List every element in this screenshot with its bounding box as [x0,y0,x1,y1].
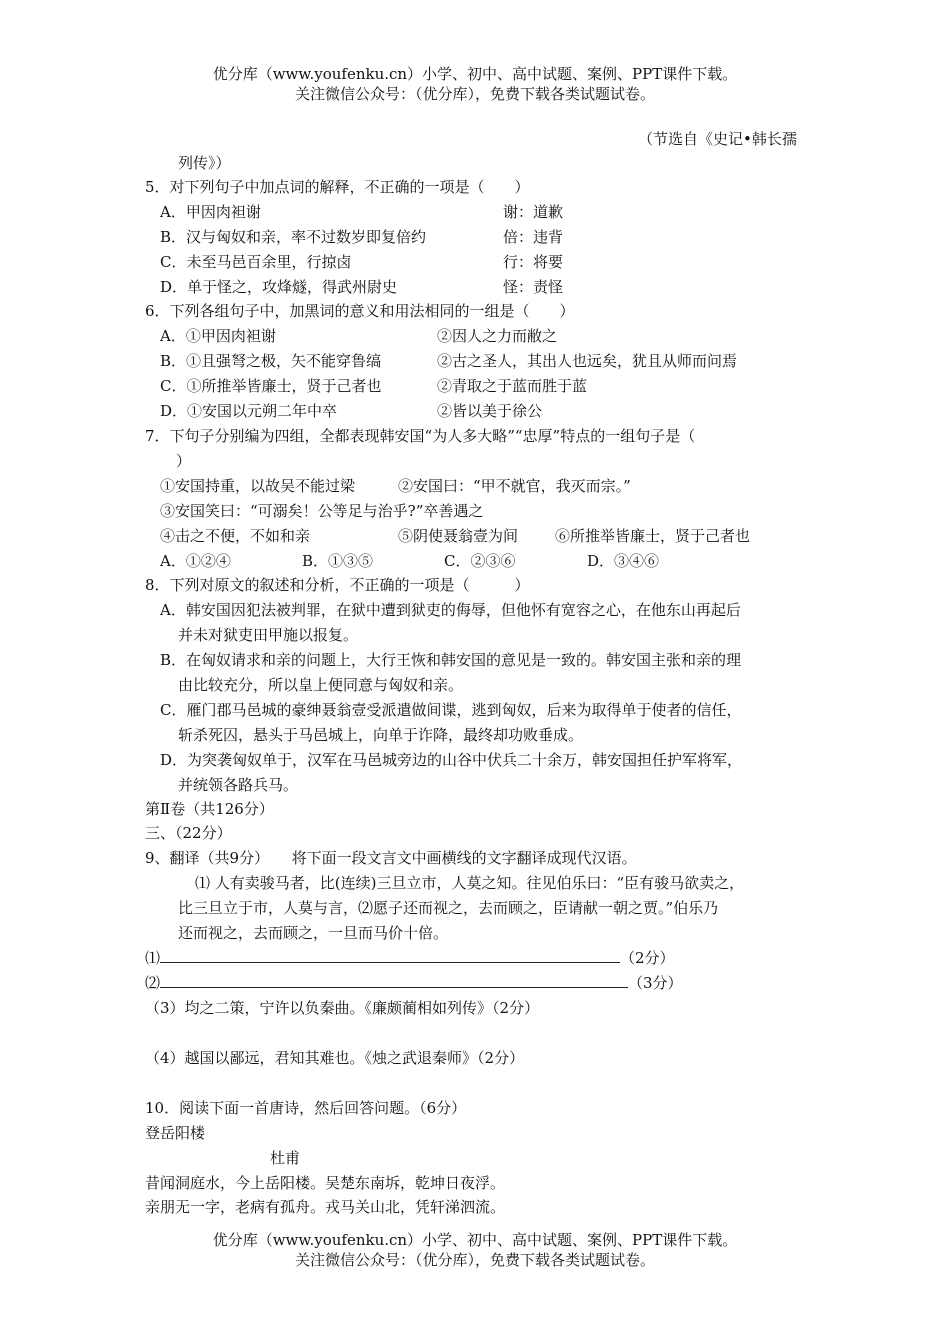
q7-option-d: D．③④⑥ [587,552,660,570]
footer-line-1: 优分库（www.youfenku.cn）小学、初中、高中试题、案例、PPT课件下载。 [212,1231,738,1249]
q9-answer-1-score: （2分） [620,949,675,967]
q6-option-a-2: ②因人之力而敝之 [437,327,558,345]
q7-stem-end: ） [176,452,192,470]
source-note-line-1: （节选自《史记•韩长孺 [638,130,797,148]
q8-stem: 8．下列对原文的叙述和分析，不正确的一项是（ ） [145,576,530,594]
q5-option-d: D．单于怪之，攻烽燧，得武州尉史 [160,278,398,296]
q8-option-a-line-2: 并未对狱吏田甲施以报复。 [178,626,359,644]
q9-answer-2-score: （3分） [628,974,683,992]
q9-answer-2-label: ⑵ [145,974,161,992]
q7-option-c: C．②③⑥ [444,552,516,570]
q5-option-b: B．汉与匈奴和亲，率不过数岁即复倍约 [160,228,427,246]
q6-option-b-2: ②古之圣人，其出人也远矣，犹且从师而问焉 [437,352,738,370]
section-3-heading: 三、（22分） [145,824,232,842]
q8-option-c-line-2: 斩杀死囚，悬头于马邑城上，向单于诈降，最终却功败垂成。 [178,726,584,744]
part-2-heading: 第Ⅱ卷（共126分） [145,800,274,818]
q9-passage-line-3: 还而视之，去而顾之，一旦而马价十倍。 [178,924,449,942]
q5-option-c: C．未至马邑百余里，行掠卤 [160,253,352,271]
q7-sentence-3: ③安国笑曰：“可溺矣！公等足与治乎?”卒善遇之 [160,502,484,520]
q9-answer-2 [145,972,683,994]
q9-passage-line-2: 比三旦立于市，人莫与言，⑵愿子还而视之，去而顾之，臣请献一朝之贾。”伯乐乃 [178,899,719,917]
poem-line-1: 昔闻洞庭水，今上岳阳楼。吴楚东南坼，乾坤日夜浮。 [145,1174,506,1192]
q9-part-3: （3）均之二策，宁许以负秦曲。《廉颇蔺相如列传》（2分） [145,999,540,1017]
q8-option-a-line-1: A．韩安国因犯法被判罪，在狱中遭到狱吏的侮辱，但他怀有宽容之心，在他东山再起后 [160,601,741,619]
q8-option-c-line-1: C．雁门郡马邑城的豪绅聂翁壹受派遣做间谍，逃到匈奴，后来为取得单于使者的信任， [160,701,742,719]
q7-sentence-2: ②安国曰：“甲不就官，我灭而宗。” [398,477,631,495]
q10-stem: 10．阅读下面一首唐诗，然后回答问题。（6分） [145,1099,467,1117]
poem-author: 杜甫 [270,1149,301,1167]
q9-part-4: （4）越国以鄙远，君知其难也。《烛之武退秦师》（2分） [145,1049,525,1067]
q7-sentence-5: ⑤阴使聂翁壹为间 [398,527,519,545]
q5-option-a-gloss: 谢：道歉 [503,203,564,221]
q6-option-c-1: C．①所推举皆廉士，贤于己者也 [160,377,382,395]
q9-answer-1-blank[interactable] [160,948,620,963]
source-note-line-2: 列传》） [178,154,231,172]
q6-option-d-2: ②皆以美于徐公 [437,402,543,420]
poem-line-2: 亲朋无一字，老病有孤舟。戎马关山北，凭轩涕泗流。 [145,1198,506,1216]
q6-option-a-1: A．①甲因肉袒谢 [160,327,276,345]
header-line-1: 优分库（www.youfenku.cn）小学、初中、高中试题、案例、PPT课件下载。 [212,65,738,83]
q7-stem: 7．下句子分别编为四组，全都表现韩安国“为人多大略”“忠厚”特点的一组句子是（ [145,427,696,445]
q6-option-d-1: D．①安国以元朔二年中卒 [160,402,338,420]
poem-title: 登岳阳楼 [145,1124,206,1142]
q7-option-a: A．①②④ [160,552,231,570]
q8-option-d-line-1: D．为突袭匈奴单于，汉军在马邑城旁边的山谷中伏兵二十余万，韩安国担任护军将军， [160,751,743,769]
q9-answer-2-blank[interactable] [160,973,628,988]
q5-stem: 5．对下列句子中加点词的解释，不正确的一项是（ ） [145,178,530,196]
q7-option-b: B．①③⑤ [302,552,374,570]
q7-sentence-6: ⑥所推举皆廉士，贤于己者也 [555,527,751,545]
footer-line-2: 关注微信公众号：（优分库），免费下载各类试题试卷。 [294,1251,655,1269]
q6-option-c-2: ②青取之于蓝而胜于蓝 [437,377,588,395]
q5-option-d-gloss: 怪：责怪 [503,278,564,296]
q5-option-b-gloss: 倍：违背 [503,228,564,246]
q5-option-c-gloss: 行：将要 [503,253,564,271]
q9-answer-1-label: ⑴ [145,949,161,967]
q7-sentence-1: ①安国持重，以故吴不能过梁 [160,477,356,495]
q8-option-b-line-2: 由比较充分，所以皇上便同意与匈奴和亲。 [178,676,464,694]
q8-option-d-line-2: 并统领各路兵马。 [178,776,299,794]
q9-answer-1 [145,947,675,969]
q6-option-b-1: B．①且强弩之极，矢不能穿鲁缟 [160,352,382,370]
q9-passage-line-1: ⑴ 人有卖骏马者，比(连续)三旦立市，人莫之知。往见伯乐曰：“臣有骏马欲卖之， [195,874,745,892]
q6-stem: 6．下列各组句子中，加黑词的意义和用法相同的一组是（ ） [145,302,575,320]
q8-option-b-line-1: B．在匈奴请求和亲的问题上，大行王恢和韩安国的意见是一致的。韩安国主张和亲的理 [160,651,742,669]
q9-stem: 9、翻译（共9分） 将下面一段文言文中画横线的文字翻译成现代汉语。 [145,849,637,867]
q7-sentence-4: ④击之不便，不如和亲 [160,527,311,545]
header-line-2: 关注微信公众号：（优分库），免费下载各类试题试卷。 [294,85,655,103]
q5-option-a: A．甲因肉袒谢 [160,203,261,221]
